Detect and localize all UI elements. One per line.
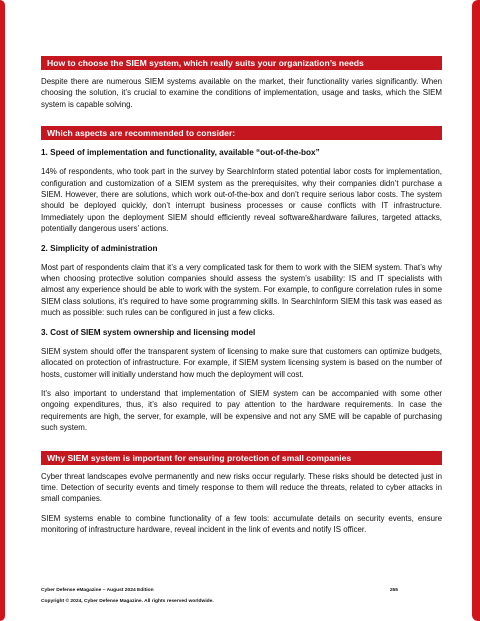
section-heading-choose-siem: How to choose the SIEM system, which really suits your organization’s needs [41,56,442,70]
footer-edition: Cyber Defense eMagazine – August 2024 Edition [41,588,154,593]
section-heading-aspects: Which aspects are recommended to consider: [41,126,442,140]
footer-copyright: Copyright © 2024, Cyber Defense Magazine. All rights reserved worldwide. [41,599,214,604]
aspect-2-title: 2. Simplicity of administration [41,243,158,253]
aspect-3-text-1: SIEM system should offer the transparent system of licensing to make sure that customers can optimize budgets, allocated on protection of infrastructure. For example, if SIEM system licensing system is based on the number of hosts, customer will initially understand how much the deployment will cost. [41,346,442,379]
right-red-edge [472,0,480,621]
paragraph-small-companies-1: Cyber threat landscapes evolve permanently and new risks occur regularly. These risks should be detected just in time. Detection of security events and timely response to them will reduce the threats, related to cyber attacks in small companies. [41,471,442,504]
aspect-2-text: Most part of respondents claim that it’s a very complicated task for them to work with the SIEM system. That’s why when choosing protective solution companies should assess the system’s usability: IS and IT specialists with almost any experience should be able to work with the system. For example, to configure correlation rules in some SIEM class solutions, it’s required to have some programming skills. In SearchInform SIEM this task was eased as much as possible: such rules can be configured in just a few clicks. [41,262,442,318]
article-body [41,56,442,536]
footer-edition-line [41,588,442,593]
paragraph-small-companies-2: SIEM systems enable to combine functionality of a few tools: accumulate details on security events, ensure monitoring of infrastructure hardware, reveal incident in the link of events and notify IS officer. [41,513,442,535]
aspect-3-text-2: It’s also important to understand that implementation of SIEM system can be accompanied with some other ongoing expenditures, thus, it’s also required to pay attention to the hardware requirements. In case the requirements are high, the server, for example, will be expensive and not any SME will be capable of purchasing such system. [41,388,442,433]
section-heading-small-companies: Why SIEM system is important for ensuring protection of small companies [41,451,442,465]
paragraph-choose-siem: Despite there are numerous SIEM systems available on the market, their functionality varies significantly. When choosing the solution, it’s crucial to examine the conditions of implementation, usage and tasks, which the SIEM system is capable solving. [41,77,442,109]
footer-page-number: 255 [389,588,398,593]
aspect-1-text: 14% of respondents, who took part in the survey by SearchInform stated potential labor costs for implementation, configuration and customization of a SIEM system as the prerequisites, why their companies didn’t purchase a SIEM. However, there are solutions, which work out-of-the-box and don’t require serious labor costs. The system should be deployed quickly, don’t interrupt business processes or cause conflicts with IT infrastructure. Immediately upon the deployment SIEM should efficiently reveal software&hardware failures, targeted attacks, potentially dangerous users’ actions. [41,167,442,234]
aspect-1-title: 1. Speed of implementation and functionality, available “out-of-the-box” [41,148,320,158]
left-red-edge [0,0,5,621]
aspect-3-title: 3. Cost of SIEM system ownership and licensing model [41,327,256,337]
